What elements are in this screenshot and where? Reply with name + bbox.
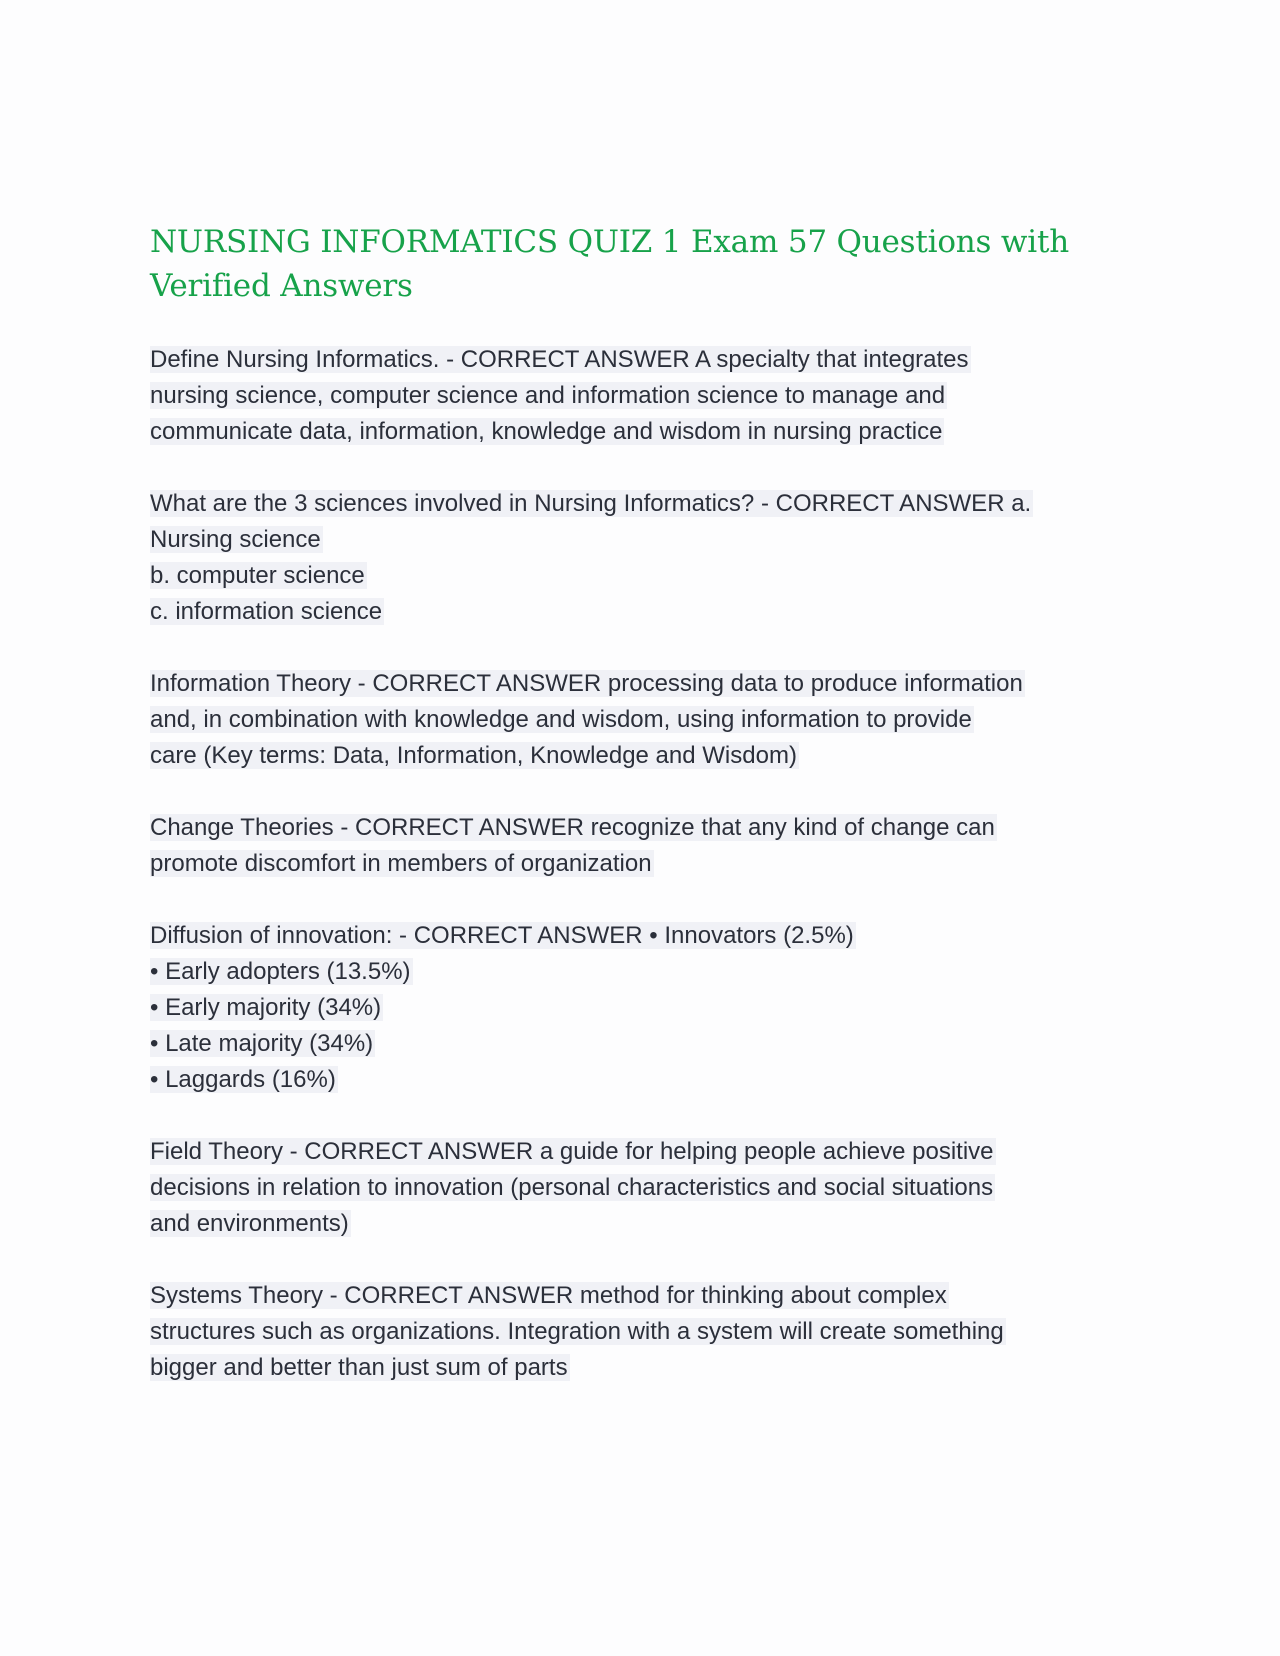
qa-line: communicate data, information, knowledge and wisdom in nursing practice <box>150 418 943 445</box>
qa-line: • Laggards (16%) <box>150 1066 336 1093</box>
qa-line: What are the 3 sciences involved in Nursing Informatics? - CORRECT ANSWER a. <box>150 490 1032 517</box>
qa-entry-information-theory <box>150 666 1150 774</box>
qa-line: nursing science, computer science and information science to manage and <box>150 382 946 409</box>
document-page <box>150 220 1150 1422</box>
qa-line: Information Theory - CORRECT ANSWER processing data to produce information <box>150 670 1023 697</box>
qa-line: Field Theory - CORRECT ANSWER a guide for helping people achieve positive <box>150 1138 994 1165</box>
qa-line: and, in combination with knowledge and wisdom, using information to provide <box>150 706 972 733</box>
qa-line: • Early adopters (13.5%) <box>150 958 411 985</box>
qa-line: and environments) <box>150 1210 349 1237</box>
qa-entry-diffusion-of-innovation <box>150 918 1150 1098</box>
qa-entry-field-theory <box>150 1134 1150 1242</box>
qa-entry-define-nursing-informatics <box>150 342 1150 450</box>
qa-entry-systems-theory <box>150 1278 1150 1386</box>
qa-line: structures such as organizations. Integration with a system will create something <box>150 1318 1004 1345</box>
qa-line: Change Theories - CORRECT ANSWER recognize that any kind of change can <box>150 814 995 841</box>
qa-line: promote discomfort in members of organization <box>150 850 652 877</box>
qa-line: Nursing science <box>150 526 321 553</box>
document-title: NURSING INFORMATICS QUIZ 1 Exam 57 Questions with Verified Answers <box>150 224 1069 304</box>
qa-line: Define Nursing Informatics. - CORRECT ANSWER A specialty that integrates <box>150 346 969 373</box>
qa-line: care (Key terms: Data, Information, Knowledge and Wisdom) <box>150 742 797 769</box>
qa-line: c. information science <box>150 598 383 625</box>
qa-line: decisions in relation to innovation (personal characteristics and social situations <box>150 1174 994 1201</box>
qa-line: Diffusion of innovation: - CORRECT ANSWER • Innovators (2.5%) <box>150 922 854 949</box>
qa-line: Systems Theory - CORRECT ANSWER method for thinking about complex <box>150 1282 947 1309</box>
qa-entry-three-sciences <box>150 486 1150 630</box>
qa-line: • Late majority (34%) <box>150 1030 374 1057</box>
qa-entry-change-theories <box>150 810 1150 882</box>
qa-line: b. computer science <box>150 562 365 589</box>
qa-line: • Early majority (34%) <box>150 994 382 1021</box>
qa-line: bigger and better than just sum of parts <box>150 1354 568 1381</box>
